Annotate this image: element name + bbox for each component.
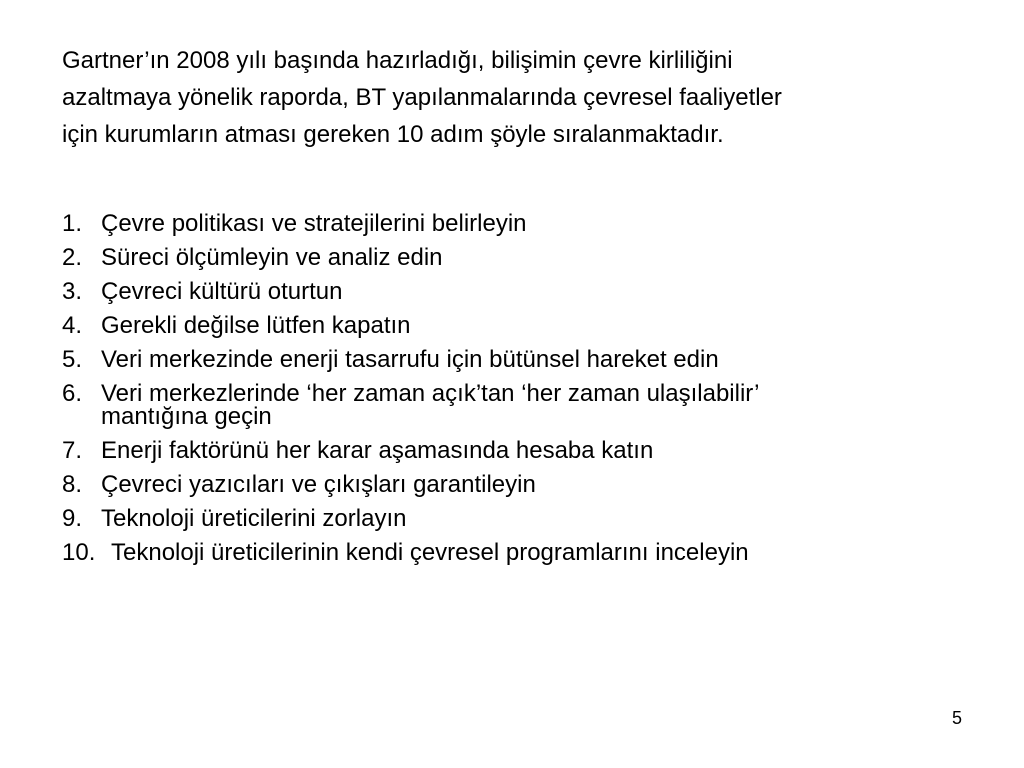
step-text-line: Enerji faktörünü her karar aşamasında hesaba katın [101,437,654,464]
step-text-line: mantığına geçin [101,403,272,430]
step-text [101,279,962,305]
step-item-7 [62,438,962,464]
step-number: 10. [62,539,96,566]
step-number: 7. [62,437,83,464]
step-number: 9. [62,505,83,532]
step-text-line: Çevreci yazıcıları ve çıkışları garantileyin [101,471,536,498]
step-text [101,347,962,373]
step-text-line: Çevreci kültürü oturtun [101,278,343,305]
step-text-line: Veri merkezlerinde ‘her zaman açık’tan ‘her zaman ulaşılabilir’ [101,380,760,407]
step-text-line: Süreci ölçümleyin ve analiz edin [101,244,443,271]
step-item-6 [62,381,962,430]
step-number: 1. [62,210,83,237]
step-number: 2. [62,244,83,271]
step-item-9 [62,506,962,532]
step-text [101,245,962,271]
intro-paragraph [62,42,962,153]
step-item-10 [62,540,962,566]
step-text-line: Teknoloji üreticilerini zorlayın [101,505,407,532]
step-text-line: Gerekli değilse lütfen kapatın [101,312,411,339]
step-number: 6. [62,380,83,407]
step-text-line: Teknoloji üreticilerinin kendi çevresel programlarını inceleyin [111,539,749,566]
step-text [101,381,962,430]
step-text [101,506,962,532]
step-text [101,313,962,339]
step-item-5 [62,347,962,373]
step-number: 8. [62,471,83,498]
step-item-3 [62,279,962,305]
step-item-2 [62,245,962,271]
step-text [111,540,962,566]
steps-list [62,211,962,574]
step-text [101,472,962,498]
step-number: 4. [62,312,83,339]
page-number: 5 [951,708,962,728]
intro-line: Gartner’ın 2008 yılı başında hazırladığı, bilişimin çevre kirliliğini [62,47,733,74]
step-number: 5. [62,346,83,373]
step-item-1 [62,211,962,237]
step-text [101,438,962,464]
step-item-4 [62,313,962,339]
step-text-line: Veri merkezinde enerji tasarrufu için bütünsel hareket edin [101,346,719,373]
intro-line: için kurumların atması gereken 10 adım şöyle sıralanmaktadır. [62,121,724,148]
step-number: 3. [62,278,83,305]
step-item-8 [62,472,962,498]
step-text-line: Çevre politikası ve stratejilerini belirleyin [101,210,527,237]
intro-line: azaltmaya yönelik raporda, BT yapılanmalarında çevresel faaliyetler [62,84,782,111]
step-text [101,211,962,237]
